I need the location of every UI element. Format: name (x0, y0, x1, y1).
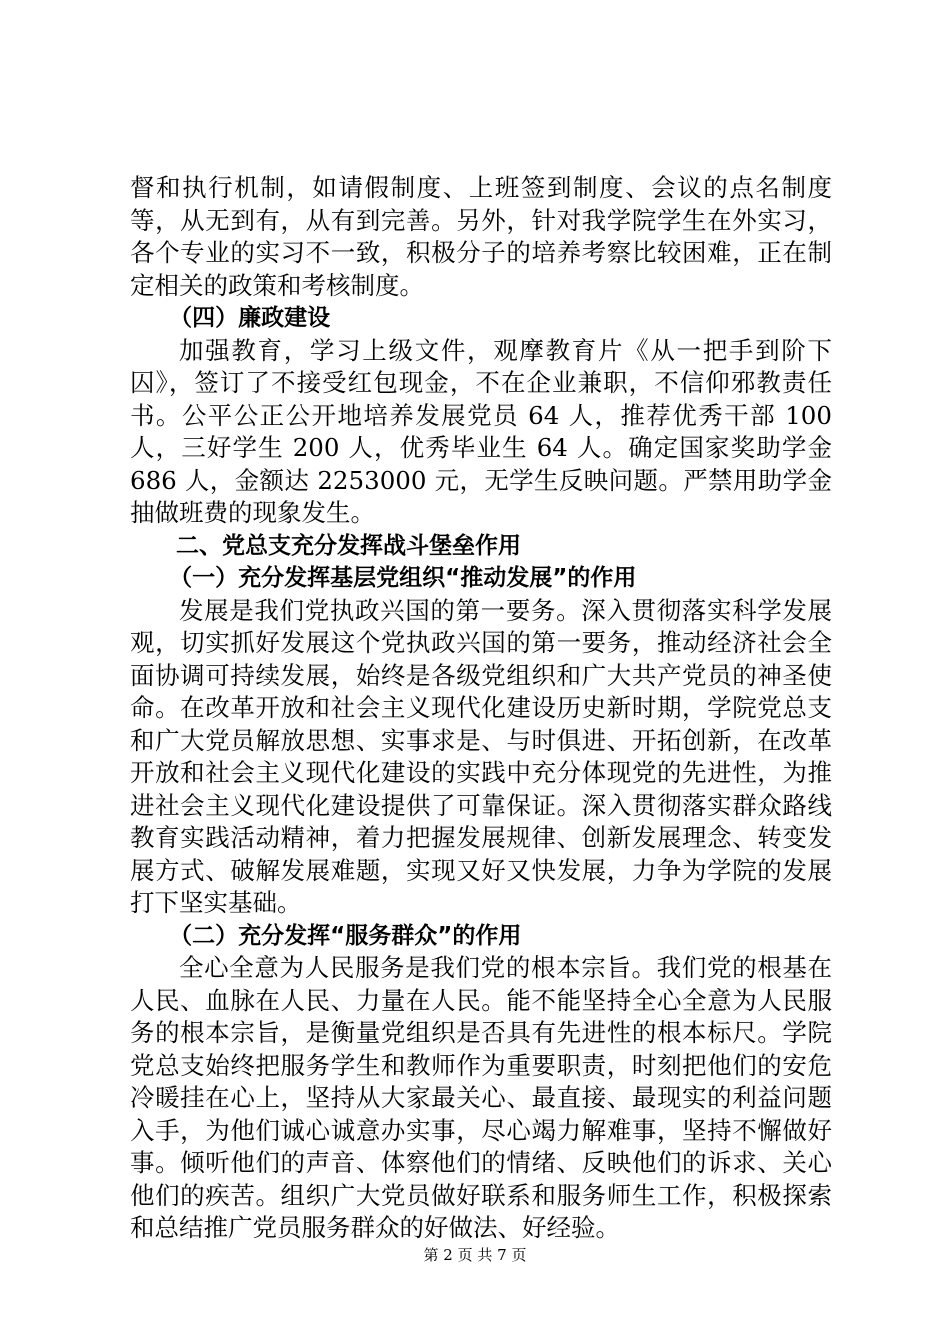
paragraph-continuation: 督和执行机制，如请假制度、上班签到制度、会议的点名制度等，从无到有，从有到完善。另外，针对我学院学生在外实习，各个专业的实习不一致，积极分子的培养考察比较困难，正在制定相关的政策和考核制度。 (130, 173, 832, 300)
paragraph-fuwu: 全心全意为人民服务是我们党的根本宗旨。我们党的根基在人民、血脉在人民、力量在人民。能不能坚持全心全意为人民服务的根本宗旨，是衡量党组织是否具有先进性的根本标尺。学院党总支始终把服务学生和教师作为重要职责，时刻把他们的安危冷暖挂在心上，坚持从大家最关心、最直接、最现实的利益问题入手，为他们诚心诚意办实事，尽心竭力解难事，坚持不懈做好事。倾听他们的声音、体察他们的情绪、反映他们的诉求、关心他们的疾苦。组织广大党员做好联系和服务师生工作，积极探索和总结推广党员服务群众的好做法、好经验。 (130, 953, 832, 1242)
section-heading-tuidong: （一）充分发挥基层党组织“推动发展”的作用 (169, 565, 637, 591)
paragraph-lianzheng: 加强教育，学习上级文件，观摩教育片《从一把手到阶下囚》，签订了不接受红包现金，不在企业兼职，不信仰邪教责任书。公平公正公开地培养发展党员 64 人，推荐优秀干部 100 人，三好学生 200 人，优秀毕业生 64 人。确定国家奖助学金 686 人，金额达 2253000 元，无学生反映问题。严禁用助学金抽做班费的现象发生。 (130, 335, 832, 527)
paragraph-tuidong: 发展是我们党执政兴国的第一要务。深入贯彻落实科学发展观，切实抓好发展这个党执政兴国的第一要务，推动经济社会全面协调可持续发展，始终是各级党组织和广大共产党员的神圣使命。在改革开放和社会主义现代化建设历史新时期，学院党总支和广大党员解放思想、实事求是、与时俱进、开拓创新，在改革开放和社会主义现代化建设的实践中充分体现党的先进性，为推进社会主义现代化建设提供了可靠保证。深入贯彻落实群众路线教育实践活动精神，着力把握发展规律、创新发展理念、转变发展方式、破解发展难题，实现又好又快发展，力争为学院的发展打下坚实基础。 (130, 595, 832, 917)
page-number-footer: 第 2 页 共 7 页 (423, 1246, 527, 1264)
section-heading-lianzheng: （四）廉政建设 (169, 305, 331, 331)
document-body (130, 172, 832, 1245)
chapter-heading-two: 二、党总支充分发挥战斗堡垒作用 (176, 532, 521, 559)
section-heading-fuwu: （二）充分发挥“服务群众”的作用 (169, 922, 522, 949)
